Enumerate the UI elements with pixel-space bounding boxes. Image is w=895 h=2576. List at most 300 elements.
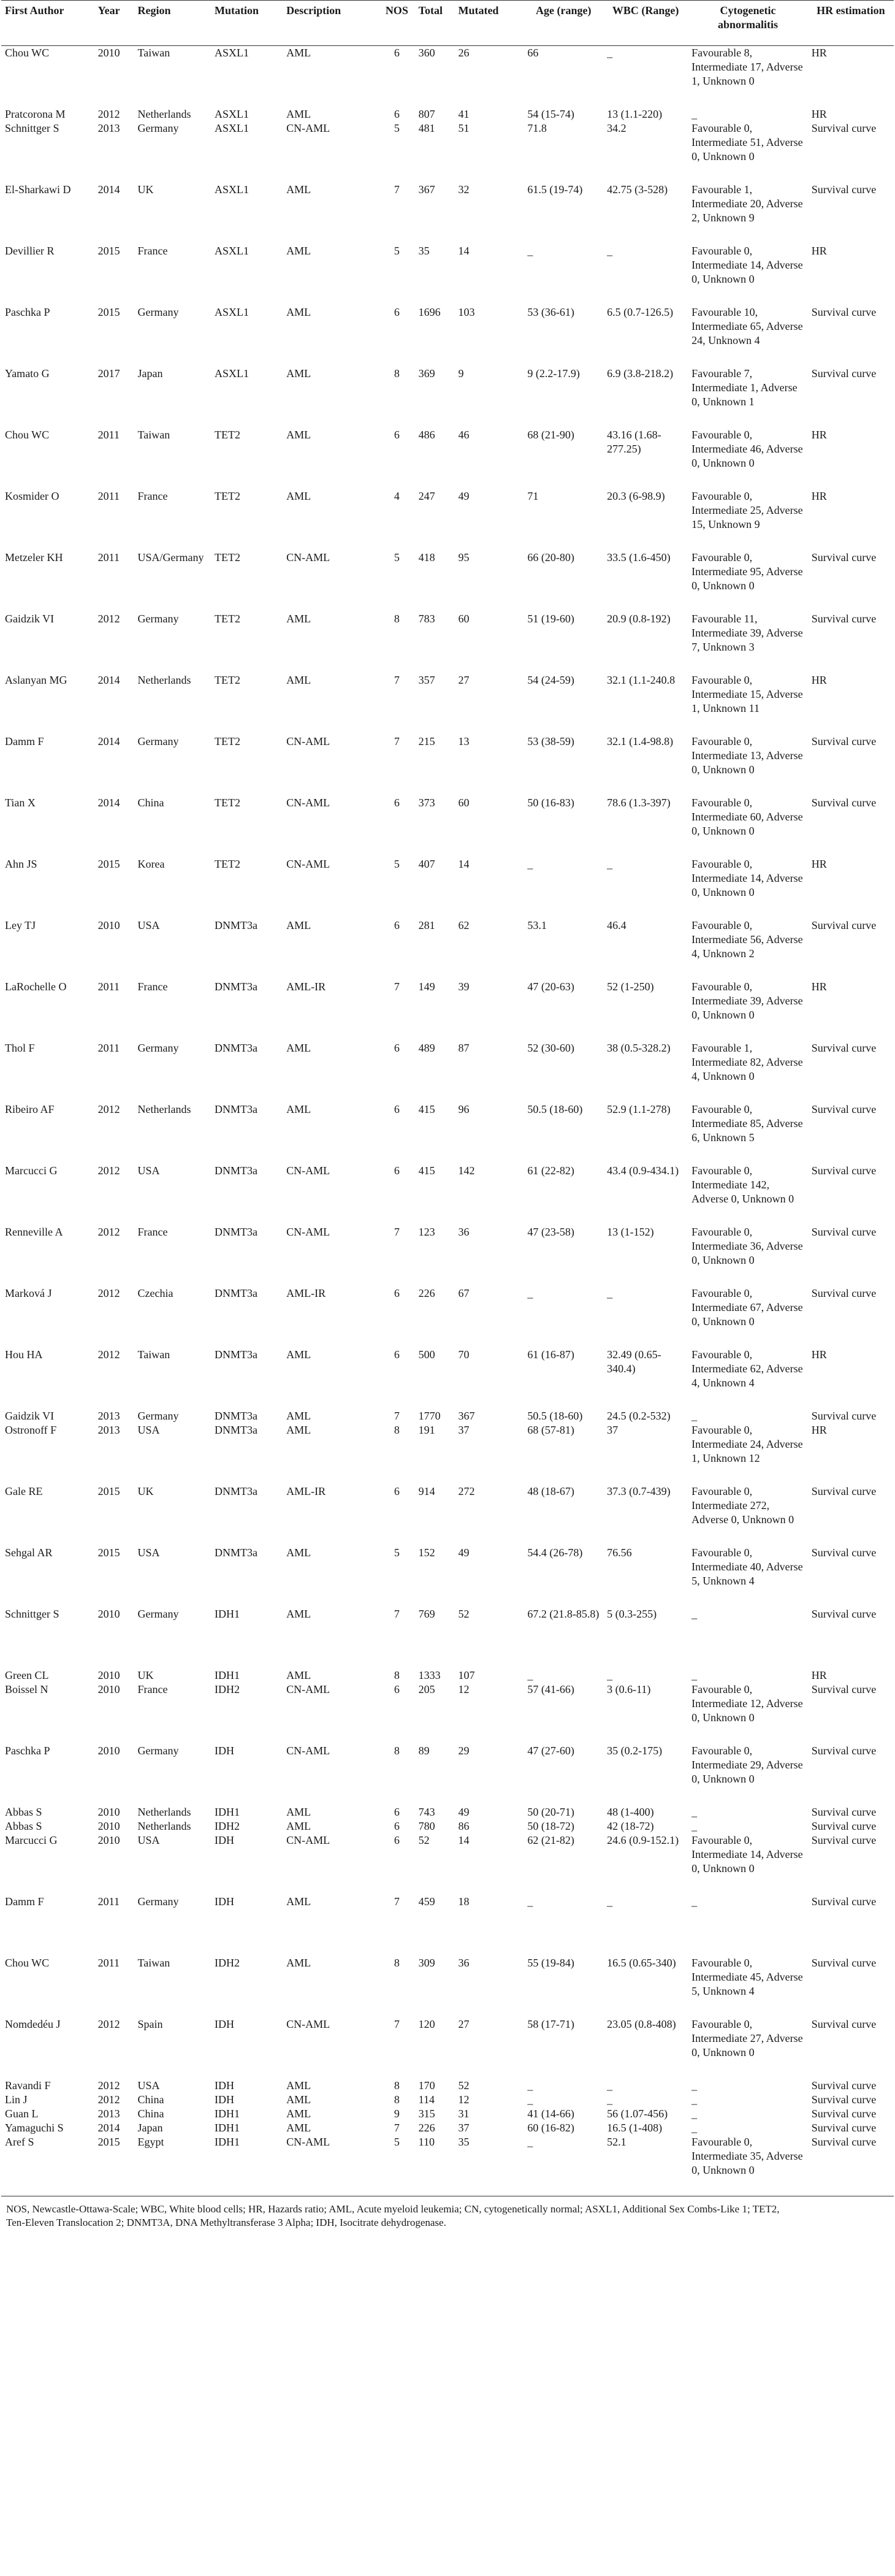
cell-description: AML [286, 1819, 311, 1832]
table-row [1, 1833, 894, 1895]
cell-hr-estimation: Survival curve [811, 183, 877, 196]
cell-region: USA [137, 1423, 160, 1436]
cell-age: _ [527, 2079, 533, 2092]
table-row [1, 1744, 894, 1805]
cell-total: 415 [418, 1103, 435, 1115]
cell-cytogenetic: _ [691, 1409, 698, 1422]
cell-nos: 7 [394, 1607, 400, 1620]
cell-mutation: ASXL1 [215, 244, 249, 257]
cell-mutated: 86 [458, 1819, 470, 1832]
cell-wbc: 16.5 (0.65-340) [607, 1956, 676, 1969]
cell-description: AML [286, 2093, 311, 2106]
cell-wbc: 5 (0.3-255) [607, 1607, 657, 1620]
cell-first-author: Thol F [5, 1041, 35, 1054]
cell-mutated: 142 [458, 1164, 475, 1177]
cell-age: 54.4 (26-78) [527, 1546, 583, 1559]
cell-region: Korea [137, 857, 165, 870]
cell-year: 2012 [97, 1286, 120, 1299]
cell-region: Japan [137, 367, 163, 380]
cell-mutation: ASXL1 [215, 367, 249, 380]
cell-cytogenetic: Favourable 1, Intermediate 82, Adverse 4, Unknown 0 [691, 1041, 803, 1082]
cell-nos: 5 [394, 551, 400, 564]
cell-description: AML [286, 919, 311, 931]
cell-cytogenetic: Favourable 0, Intermediate 24, Adverse 1, Unknown 12 [691, 1423, 803, 1464]
cell-total: 1696 [418, 305, 441, 318]
cell-total: 205 [418, 1683, 435, 1695]
cell-region: Netherlands [137, 673, 191, 686]
header-first-author: First Author [1, 1, 94, 46]
cell-cytogenetic: Favourable 0, Intermediate 14, Adverse 0, Unknown 0 [691, 244, 803, 285]
cell-hr-estimation: Survival curve [811, 1956, 877, 1969]
cell-wbc: 32.1 (1.1-240.8 [607, 673, 676, 686]
cell-mutated: 39 [458, 980, 470, 993]
cell-region: France [137, 980, 168, 993]
cell-mutation: IDH1 [215, 2107, 240, 2120]
cell-hr-estimation: Survival curve [811, 1286, 877, 1299]
cell-cytogenetic: _ [691, 2121, 698, 2134]
cell-mutated: 9 [458, 367, 464, 380]
cell-cytogenetic: _ [691, 1805, 698, 1818]
cell-nos: 5 [394, 244, 400, 257]
cell-description: AML [286, 1607, 311, 1620]
cell-hr-estimation: Survival curve [811, 612, 877, 625]
table-row [1, 612, 894, 673]
cell-hr-estimation: Survival curve [811, 1546, 877, 1559]
cell-nos: 8 [394, 1423, 400, 1436]
cell-first-author: Ahn JS [5, 857, 37, 870]
table-row [1, 367, 894, 428]
cell-age: 54 (24-59) [527, 673, 574, 686]
table-row [1, 1286, 894, 1348]
cell-mutated: 52 [458, 2079, 470, 2092]
cell-wbc: 33.5 (1.6-450) [607, 551, 671, 564]
cell-region: USA [137, 2079, 160, 2092]
cell-nos: 6 [394, 1286, 400, 1299]
cell-nos: 6 [394, 919, 400, 931]
cell-wbc: 13 (1-152) [607, 1225, 654, 1238]
cell-cytogenetic: Favourable 0, Intermediate 13, Adverse 0, Unknown 0 [691, 735, 803, 776]
cell-region: Germany [137, 1607, 179, 1620]
cell-hr-estimation: Survival curve [811, 121, 877, 134]
cell-year: 2010 [97, 47, 120, 59]
header-hr-estimation: HR estimation [808, 1, 894, 46]
cell-year: 2015 [97, 1485, 120, 1497]
cell-total: 123 [418, 1225, 435, 1238]
cell-year: 2014 [97, 735, 120, 747]
cell-hr-estimation: Survival curve [811, 367, 877, 380]
cell-first-author: Pratcorona M [5, 107, 66, 120]
cell-region: China [137, 2093, 164, 2106]
cell-first-author: Marcucci G [5, 1164, 58, 1177]
cell-mutation: ASXL1 [215, 121, 249, 134]
cell-wbc: 52.9 (1.1-278) [607, 1103, 671, 1115]
cell-description: AML [286, 183, 311, 196]
header-mutation: Mutation [211, 1, 283, 46]
cell-year: 2011 [97, 1041, 120, 1054]
cell-mutated: 36 [458, 1225, 470, 1238]
cell-mutation: IDH [215, 2093, 235, 2106]
cell-total: 367 [418, 183, 435, 196]
cell-description: AML [286, 2121, 311, 2134]
cell-year: 2010 [97, 1607, 120, 1620]
cell-mutated: 31 [458, 2107, 470, 2120]
cell-region: Taiwan [137, 47, 170, 59]
cell-age: 48 (18-67) [527, 1485, 574, 1497]
cell-mutated: 62 [458, 919, 470, 931]
cell-year: 2012 [97, 1164, 120, 1177]
cell-description: AML [286, 1348, 311, 1361]
table-body [1, 46, 894, 2196]
table-row [1, 183, 894, 244]
cell-mutated: 103 [458, 305, 475, 318]
cell-age: 55 (19-84) [527, 1956, 574, 1969]
cell-mutation: DNMT3a [215, 1286, 258, 1299]
cell-total: 1770 [418, 1409, 441, 1422]
cell-total: 120 [418, 2017, 435, 2030]
cell-cytogenetic: Favourable 0, Intermediate 29, Adverse 0, Unknown 0 [691, 1744, 803, 1785]
cell-description: AML [286, 1423, 311, 1436]
cell-wbc: 37 [607, 1423, 619, 1436]
cell-hr-estimation: HR [811, 673, 827, 686]
cell-nos: 6 [394, 107, 400, 120]
cell-age: 71 [527, 489, 539, 502]
cell-first-author: Metzeler KH [5, 551, 63, 564]
cell-first-author: Chou WC [5, 428, 50, 441]
cell-age: 57 (41-66) [527, 1683, 574, 1695]
cell-total: 226 [418, 2121, 435, 2134]
cell-cytogenetic: Favourable 0, Intermediate 60, Adverse 0, Unknown 0 [691, 796, 803, 837]
cell-year: 2017 [97, 367, 120, 380]
cell-total: 360 [418, 47, 435, 59]
cell-mutated: 14 [458, 1833, 470, 1846]
cell-year: 2011 [97, 551, 120, 564]
cell-description: AML-IR [286, 980, 326, 993]
cell-first-author: Chou WC [5, 1956, 50, 1969]
cell-mutation: DNMT3a [215, 1225, 258, 1238]
cell-wbc: 13 (1.1-220) [607, 107, 663, 120]
cell-mutated: 13 [458, 735, 470, 747]
cell-hr-estimation: Survival curve [811, 305, 877, 318]
cell-total: 373 [418, 796, 435, 809]
cell-cytogenetic: Favourable 0, Intermediate 95, Adverse 0, Unknown 0 [691, 551, 803, 592]
cell-region: China [137, 796, 164, 809]
cell-nos: 6 [394, 47, 400, 59]
cell-first-author: Aref S [1, 2135, 94, 2196]
cell-mutated: 37 [458, 2121, 470, 2134]
cell-cytogenetic: Favourable 0, Intermediate 40, Adverse 5, Unknown 4 [691, 1546, 803, 1587]
cell-nos: 6 [394, 428, 400, 441]
cell-region: Taiwan [137, 428, 170, 441]
cell-description: AML [286, 489, 311, 502]
cell-cytogenetic: Favourable 0, Intermediate 142, Adverse 0, Unknown 0 [691, 1164, 794, 1205]
cell-mutation: IDH1 [215, 2121, 240, 2134]
cell-first-author: Marcucci G [5, 1833, 58, 1846]
cell-mutation: DNMT3a [215, 1348, 258, 1361]
cell-mutation: IDH [215, 1895, 235, 1908]
cell-description: AML [286, 367, 311, 380]
cell-wbc: _ [607, 1668, 613, 1681]
cell-region: Netherlands [137, 107, 191, 120]
cell-year: 2014 [97, 183, 120, 196]
cell-wbc: 23.05 (0.8-408) [607, 2017, 676, 2030]
cell-nos: 6 [394, 1103, 400, 1115]
cell-hr-estimation: Survival curve [811, 1485, 877, 1497]
cell-region: France [137, 1225, 168, 1238]
cell-mutation: DNMT3a [215, 1164, 258, 1177]
cell-hr-estimation: Survival curve [811, 1225, 877, 1238]
cell-hr-estimation: HR [811, 980, 827, 993]
cell-mutation: IDH [215, 2017, 235, 2030]
cell-nos: 8 [394, 367, 400, 380]
table-row [1, 796, 894, 857]
cell-cytogenetic: _ [691, 1895, 698, 1908]
cell-year: 2013 [97, 1409, 120, 1422]
cell-mutation: IDH1 [215, 1668, 240, 1681]
cell-year: 2012 [97, 107, 120, 120]
cell-hr-estimation: Survival curve [811, 1833, 877, 1846]
cell-nos: 6 [394, 1683, 400, 1695]
cell-region: Germany [137, 1895, 179, 1908]
cell-wbc: 20.9 (0.8-192) [607, 612, 671, 625]
cell-age: _ [524, 2135, 603, 2196]
cell-total: 215 [418, 735, 435, 747]
cell-age: 53.1 [527, 919, 547, 931]
cell-age: 58 (17-71) [527, 2017, 574, 2030]
cell-hr-estimation: Survival curve [811, 1805, 877, 1818]
cell-year: 2015 [97, 1546, 120, 1559]
cell-first-author: Schnittger S [5, 121, 59, 134]
cell-age: 68 (57-81) [527, 1423, 574, 1436]
cell-first-author: Schnittger S [5, 1607, 59, 1620]
cell-mutated: 41 [458, 107, 470, 120]
cell-age: 47 (20-63) [527, 980, 574, 993]
table-row [1, 1805, 894, 1819]
cell-description: CN-AML [286, 121, 330, 134]
cell-first-author: Gale RE [5, 1485, 43, 1497]
cell-age: 62 (21-82) [527, 1833, 574, 1846]
cell-region: Spain [137, 2017, 163, 2030]
cell-mutation: DNMT3a [215, 1546, 258, 1559]
cell-age: 50 (18-72) [527, 1819, 574, 1832]
cell-total: 1333 [418, 1668, 441, 1681]
cell-total: 52 [418, 1833, 430, 1846]
studies-table [1, 0, 894, 2196]
cell-hr-estimation: HR [811, 107, 827, 120]
cell-total: 281 [418, 919, 435, 931]
table-row [1, 46, 894, 107]
cell-cytogenetic: Favourable 1, Intermediate 20, Adverse 2, Unknown 9 [691, 183, 803, 224]
cell-hr-estimation: Survival curve [811, 1164, 877, 1177]
cell-description: CN-AML [286, 1683, 330, 1695]
cell-nos: 8 [394, 2079, 400, 2092]
cell-nos: 6 [394, 1485, 400, 1497]
cell-year: 2011 [97, 428, 120, 441]
cell-first-author: Aslanyan MG [5, 673, 67, 686]
cell-description: AML [286, 1546, 311, 1559]
table-row [1, 1041, 894, 1103]
cell-age: _ [527, 2093, 533, 2106]
cell-cytogenetic: Favourable 0, Intermediate 272, Adverse 0, Unknown 0 [691, 1485, 794, 1526]
cell-nos: 7 [394, 1895, 400, 1908]
cell-hr-estimation: Survival curve [811, 1607, 877, 1620]
cell-age: _ [527, 857, 533, 870]
cell-wbc: 34.2 [607, 121, 626, 134]
cell-nos: 7 [394, 1225, 400, 1238]
table-row [1, 2093, 894, 2107]
cell-year: 2015 [94, 2135, 134, 2196]
cell-nos: 8 [394, 612, 400, 625]
cell-age: 50 (16-83) [527, 796, 574, 809]
cell-cytogenetic: Favourable 0, Intermediate 67, Adverse 0, Unknown 0 [691, 1286, 803, 1328]
cell-description: AML-IR [286, 1286, 326, 1299]
cell-cytogenetic: Favourable 0, Intermediate 56, Adverse 4, Unknown 2 [691, 919, 803, 960]
table-header [1, 1, 894, 46]
cell-first-author: Chou WC [5, 47, 50, 59]
cell-hr-estimation: Survival curve [811, 1895, 877, 1908]
cell-cytogenetic: Favourable 0, Intermediate 12, Adverse 0, Unknown 0 [691, 1683, 803, 1724]
cell-mutated: 12 [458, 2093, 470, 2106]
cell-hr-estimation: HR [811, 1423, 827, 1436]
header-wbc: WBC (Range) [603, 1, 688, 46]
cell-description: AML [286, 1103, 311, 1115]
cell-mutation: ASXL1 [215, 183, 249, 196]
cell-age: 66 [527, 47, 539, 59]
cell-hr-estimation: Survival curve [808, 2135, 894, 2196]
cell-total: 743 [418, 1805, 435, 1818]
table-row [1, 673, 894, 735]
cell-total: 152 [418, 1546, 435, 1559]
table-row [1, 1956, 894, 2017]
cell-year: 2012 [97, 1103, 120, 1115]
cell-description: AML [286, 305, 311, 318]
cell-nos: 6 [394, 1348, 400, 1361]
table-row [1, 489, 894, 551]
cell-mutation: TET2 [215, 673, 241, 686]
cell-nos: 7 [394, 2017, 400, 2030]
cell-mutation: DNMT3a [215, 1423, 258, 1436]
cell-nos: 7 [394, 1409, 400, 1422]
cell-first-author: El-Sharkawi D [5, 183, 71, 196]
cell-hr-estimation: HR [811, 1668, 827, 1681]
cell-total: 500 [418, 1348, 435, 1361]
cell-description: CN-AML [286, 796, 330, 809]
cell-region: France [137, 244, 168, 257]
cell-wbc: 42 (18-72) [607, 1819, 654, 1832]
cell-first-author: Abbas S [5, 1805, 42, 1818]
cell-age: 50.5 (18-60) [527, 1103, 583, 1115]
cell-cytogenetic: Favourable 0, Intermediate 15, Adverse 1, Unknown 11 [691, 673, 803, 714]
cell-total: 459 [418, 1895, 435, 1908]
cell-mutated: 95 [458, 551, 470, 564]
cell-description: CN-AML [286, 1833, 330, 1846]
cell-region: Germany [137, 612, 179, 625]
cell-wbc: 20.3 (6-98.9) [607, 489, 665, 502]
cell-wbc: 52.1 [603, 2135, 688, 2196]
cell-year: 2014 [97, 673, 120, 686]
cell-hr-estimation: Survival curve [811, 1409, 877, 1422]
cell-region: Germany [137, 305, 179, 318]
cell-year: 2011 [97, 489, 120, 502]
cell-mutated: 49 [458, 489, 470, 502]
cell-cytogenetic: Favourable 0, Intermediate 14, Adverse 0, Unknown 0 [691, 857, 803, 898]
cell-year: 2010 [97, 1805, 120, 1818]
cell-mutation: TET2 [215, 489, 241, 502]
cell-description: AML [286, 2107, 311, 2120]
cell-age: 50.5 (18-60) [527, 1409, 583, 1422]
cell-year: 2015 [97, 305, 120, 318]
cell-description: CN-AML [286, 551, 330, 564]
cell-cytogenetic: Favourable 0, Intermediate 14, Adverse 0, Unknown 0 [691, 1833, 803, 1875]
table-row [1, 244, 894, 305]
cell-mutated: 27 [458, 673, 470, 686]
cell-year: 2010 [97, 1819, 120, 1832]
cell-cytogenetic: Favourable 0, Intermediate 62, Adverse 4, Unknown 4 [691, 1348, 803, 1389]
table-row [1, 1423, 894, 1485]
cell-cytogenetic: _ [691, 1819, 698, 1832]
cell-mutation: TET2 [215, 857, 241, 870]
cell-mutated: 51 [458, 121, 470, 134]
header-nos: NOS [379, 1, 415, 46]
cell-description: AML-IR [286, 1485, 326, 1497]
cell-nos: 7 [394, 2121, 400, 2134]
cell-region: China [137, 2107, 164, 2120]
cell-description: CN-AML [286, 2017, 330, 2030]
cell-total: 407 [418, 857, 435, 870]
cell-total: 357 [418, 673, 435, 686]
cell-first-author: Paschka P [5, 305, 50, 318]
cell-mutation: ASXL1 [215, 305, 249, 318]
cell-year: 2011 [97, 1956, 120, 1969]
cell-cytogenetic: Favourable 0, Intermediate 25, Adverse 15, Unknown 9 [691, 489, 803, 530]
cell-mutated: 67 [458, 1286, 470, 1299]
table-row [1, 919, 894, 980]
table-row [1, 2079, 894, 2093]
cell-cytogenetic: Favourable 0, Intermediate 27, Adverse 0, Unknown 0 [691, 2017, 803, 2058]
cell-year: 2011 [97, 980, 120, 993]
cell-total: 110 [415, 2135, 455, 2196]
cell-region: Germany [137, 121, 179, 134]
cell-mutation: ASXL1 [215, 107, 249, 120]
table-row [1, 1164, 894, 1225]
cell-mutated: 49 [458, 1805, 470, 1818]
cell-first-author: Gaidzik VI [5, 612, 55, 625]
cell-region: Netherlands [137, 1819, 191, 1832]
cell-mutated: 107 [458, 1668, 475, 1681]
cell-region: USA [137, 1164, 160, 1177]
cell-hr-estimation: HR [811, 244, 827, 257]
cell-hr-estimation: Survival curve [811, 2121, 877, 2134]
table-row [1, 305, 894, 367]
table-row [1, 1607, 894, 1668]
cell-age: 47 (27-60) [527, 1744, 574, 1757]
cell-total: 415 [418, 1164, 435, 1177]
cell-mutation: IDH1 [211, 2135, 283, 2196]
cell-wbc: 35 (0.2-175) [607, 1744, 663, 1757]
cell-total: 247 [418, 489, 435, 502]
cell-mutated: 35 [454, 2135, 524, 2196]
cell-description: AML [286, 244, 311, 257]
cell-total: 489 [418, 1041, 435, 1054]
cell-hr-estimation: Survival curve [811, 1819, 877, 1832]
cell-hr-estimation: Survival curve [811, 2107, 877, 2120]
table-row [1, 428, 894, 489]
cell-nos: 7 [394, 735, 400, 747]
cell-first-author: Kosmider O [5, 489, 59, 502]
cell-first-author: Yamato G [5, 367, 50, 380]
cell-mutation: DNMT3a [215, 1409, 258, 1422]
cell-region: Egypt [134, 2135, 211, 2196]
cell-year: 2013 [97, 1423, 120, 1436]
